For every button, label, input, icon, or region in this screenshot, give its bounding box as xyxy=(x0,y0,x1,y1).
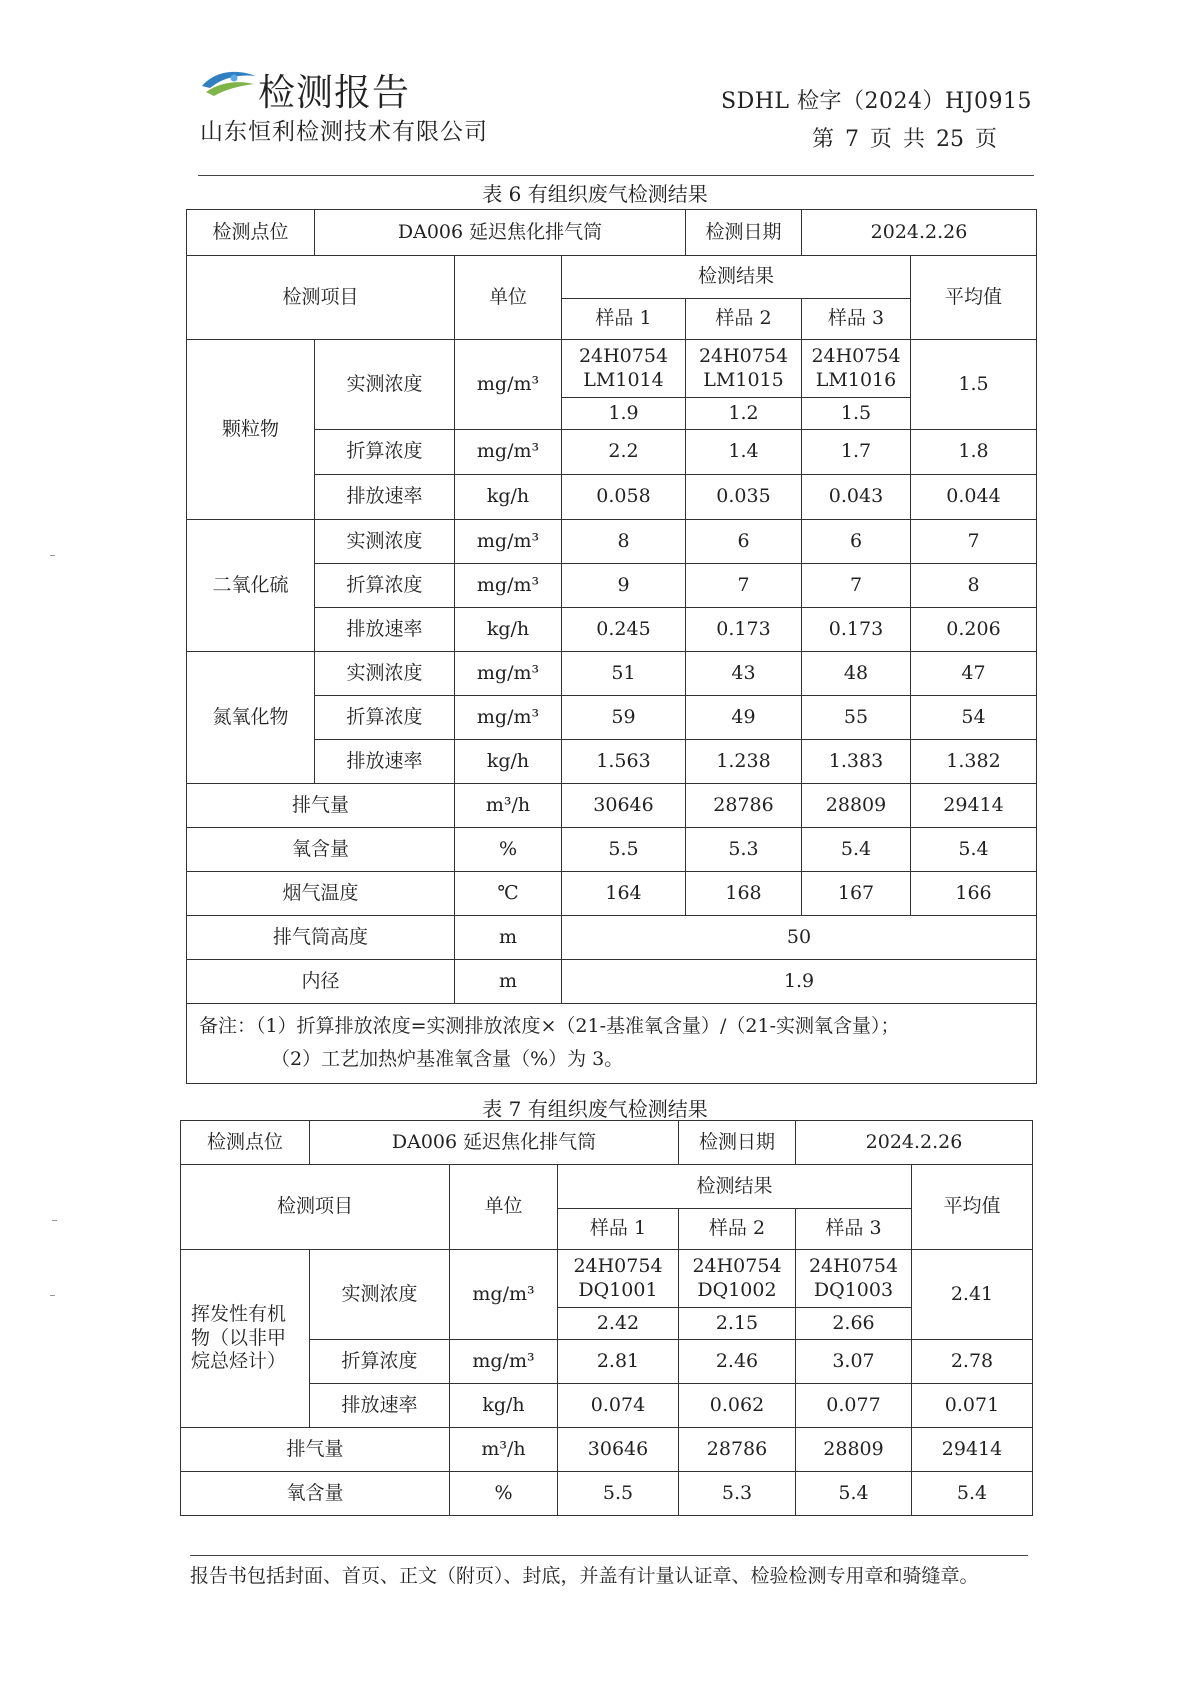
note-line: 备注：（1）折算排放浓度=实测排放浓度×（21-基准氧含量）/（21-实测氧含量）； xyxy=(199,1015,900,1037)
avg-cell: 29414 xyxy=(912,1428,1033,1472)
sample-header: 样品 3 xyxy=(796,1209,912,1250)
value-cell: 0.173 xyxy=(686,608,802,652)
unit-cell: mg/m³ xyxy=(450,1340,558,1384)
unit-cell: % xyxy=(450,1472,558,1516)
value-cell: 43 xyxy=(686,652,802,696)
item-label: 排放速率 xyxy=(310,1384,450,1428)
value-cell: 0.077 xyxy=(796,1384,912,1428)
value-cell: 8 xyxy=(562,520,686,564)
item-label: 折算浓度 xyxy=(315,430,455,475)
table-row xyxy=(187,784,1037,828)
sample-id-cell xyxy=(562,340,686,398)
value-cell: 5.4 xyxy=(796,1472,912,1516)
item-label: 氧含量 xyxy=(181,1472,450,1516)
notes-cell xyxy=(187,1004,1037,1084)
value-cell: 3.07 xyxy=(796,1340,912,1384)
company-name: 山东恒利检测技术有限公司 xyxy=(200,119,488,145)
value-cell: 5.3 xyxy=(686,828,802,872)
value-cell: 2.42 xyxy=(558,1308,679,1340)
value-cell: 49 xyxy=(686,696,802,740)
sample-id-cell xyxy=(679,1250,796,1308)
sample-id-line: 24H0754 xyxy=(573,1254,663,1277)
value-cell: 59 xyxy=(562,696,686,740)
value-cell: 1.238 xyxy=(686,740,802,784)
point-label: 检测点位 xyxy=(181,1121,310,1165)
sample-id-line: LM1014 xyxy=(583,368,664,391)
value-cell: 55 xyxy=(802,696,911,740)
value-cell: 30646 xyxy=(562,784,686,828)
avg-cell: 8 xyxy=(911,564,1037,608)
value-cell: 0.074 xyxy=(558,1384,679,1428)
item-label: 氧含量 xyxy=(187,828,455,872)
value-cell: 2.15 xyxy=(679,1308,796,1340)
table6-meta-row xyxy=(187,210,1037,256)
table-row xyxy=(187,696,1037,740)
group-name-line: 烷总烃计） xyxy=(191,1350,287,1373)
sample-id-line: DQ1002 xyxy=(697,1278,777,1301)
avg-cell: 5.4 xyxy=(911,828,1037,872)
footer-divider xyxy=(190,1555,1028,1556)
scan-mark xyxy=(52,1220,57,1221)
unit-cell: kg/h xyxy=(450,1384,558,1428)
sample-id-cell xyxy=(796,1250,912,1308)
table-row xyxy=(181,1472,1033,1516)
col-item-header: 检测项目 xyxy=(181,1165,450,1250)
value-cell: 28786 xyxy=(686,784,802,828)
merged-value-cell: 50 xyxy=(562,916,1037,960)
report-number: SDHL 检字（2024）HJ0915 xyxy=(721,89,1032,114)
item-label: 折算浓度 xyxy=(315,564,455,608)
unit-cell: % xyxy=(455,828,562,872)
value-cell: 168 xyxy=(686,872,802,916)
value-cell: 5.4 xyxy=(802,828,911,872)
unit-cell: mg/m³ xyxy=(455,564,562,608)
group-name-line: 挥发性有机 xyxy=(191,1302,287,1325)
col-unit-header: 单位 xyxy=(450,1165,558,1250)
avg-cell: 1.382 xyxy=(911,740,1037,784)
unit-cell: mg/m³ xyxy=(455,340,562,430)
avg-cell: 0.206 xyxy=(911,608,1037,652)
item-label: 排放速率 xyxy=(315,475,455,520)
footer-note: 报告书包括封面、首页、正文（附页）、封底，并盖有计量认证章、检验检测专用章和骑缝章。 xyxy=(190,1565,979,1587)
sample-id-line: DQ1001 xyxy=(578,1278,658,1301)
point-value: DA006 延迟焦化排气筒 xyxy=(315,210,686,256)
sample-id-line: DQ1003 xyxy=(813,1278,894,1301)
value-cell: 7 xyxy=(802,564,911,608)
value-cell: 51 xyxy=(562,652,686,696)
value-cell: 0.062 xyxy=(679,1384,796,1428)
item-label: 排气量 xyxy=(187,784,455,828)
table-row xyxy=(187,916,1037,960)
item-label: 排气筒高度 xyxy=(187,916,455,960)
sample-id-cell xyxy=(558,1250,679,1308)
unit-cell: mg/m³ xyxy=(450,1250,558,1340)
value-cell: 5.5 xyxy=(562,828,686,872)
avg-cell: 54 xyxy=(911,696,1037,740)
unit-cell: mg/m³ xyxy=(455,652,562,696)
item-label: 排放速率 xyxy=(315,608,455,652)
sample-id-cell xyxy=(686,340,802,398)
unit-cell: m³/h xyxy=(450,1428,558,1472)
table-row xyxy=(187,960,1037,1004)
value-cell: 30646 xyxy=(558,1428,679,1472)
value-cell: 0.035 xyxy=(686,475,802,520)
sample-header: 样品 2 xyxy=(679,1209,796,1250)
unit-cell: kg/h xyxy=(455,608,562,652)
table6 xyxy=(186,209,1037,1084)
value-cell: 2.66 xyxy=(796,1308,912,1340)
value-cell: 1.4 xyxy=(686,430,802,475)
table-row xyxy=(187,340,1037,398)
avg-cell: 29414 xyxy=(911,784,1037,828)
value-cell: 48 xyxy=(802,652,911,696)
avg-cell: 5.4 xyxy=(912,1472,1033,1516)
item-label: 排放速率 xyxy=(315,740,455,784)
sample-header: 样品 3 xyxy=(802,299,911,340)
table-row xyxy=(187,564,1037,608)
unit-cell: mg/m³ xyxy=(455,696,562,740)
sample-id-line: 24H0754 xyxy=(811,344,901,367)
sample-id-line: LM1015 xyxy=(703,368,784,391)
sample-header: 样品 2 xyxy=(686,299,802,340)
group-name: 颗粒物 xyxy=(187,340,315,520)
report-title: 检测报告 xyxy=(258,71,410,114)
date-label: 检测日期 xyxy=(686,210,802,256)
unit-cell: mg/m³ xyxy=(455,430,562,475)
value-cell: 164 xyxy=(562,872,686,916)
value-cell: 6 xyxy=(686,520,802,564)
value-cell: 28809 xyxy=(796,1428,912,1472)
company-logo xyxy=(200,64,258,100)
item-label: 烟气温度 xyxy=(187,872,455,916)
avg-cell: 2.78 xyxy=(912,1340,1033,1384)
table-row xyxy=(187,430,1037,475)
item-label: 折算浓度 xyxy=(310,1340,450,1384)
point-value: DA006 延迟焦化排气筒 xyxy=(310,1121,679,1165)
table-row xyxy=(187,872,1037,916)
table-row xyxy=(187,475,1037,520)
avg-cell: 2.41 xyxy=(912,1250,1033,1340)
value-cell: 1.563 xyxy=(562,740,686,784)
col-results-header: 检测结果 xyxy=(562,256,911,299)
scan-mark xyxy=(50,1295,55,1296)
value-cell: 0.058 xyxy=(562,475,686,520)
note-line: （2）工艺加热炉基准氧含量（%）为 3。 xyxy=(271,1048,624,1071)
col-results-header: 检测结果 xyxy=(558,1165,912,1209)
group-name: 氮氧化物 xyxy=(187,652,315,784)
value-cell: 1.383 xyxy=(802,740,911,784)
sample-id-cell xyxy=(802,340,911,398)
avg-cell: 166 xyxy=(911,872,1037,916)
table7-caption: 表 7 有组织废气检测结果 xyxy=(482,1097,708,1121)
value-cell: 7 xyxy=(686,564,802,608)
value-cell: 1.5 xyxy=(802,398,911,430)
table-row xyxy=(181,1428,1033,1472)
table6-notes-row xyxy=(187,1004,1037,1084)
value-cell: 2.2 xyxy=(562,430,686,475)
sample-id-line: 24H0754 xyxy=(578,344,669,367)
value-cell: 1.9 xyxy=(562,398,686,430)
table6-header-row xyxy=(187,256,1037,299)
unit-cell: kg/h xyxy=(455,740,562,784)
value-cell: 0.245 xyxy=(562,608,686,652)
sample-id-line: 24H0754 xyxy=(698,344,789,367)
item-label: 实测浓度 xyxy=(310,1250,450,1340)
group-name-line: 物（以非甲 xyxy=(191,1326,287,1349)
table-row xyxy=(181,1250,1033,1308)
avg-cell: 0.071 xyxy=(912,1384,1033,1428)
value-cell: 28786 xyxy=(679,1428,796,1472)
sample-id-line: LM1016 xyxy=(815,368,897,391)
sample-id-line: 24H0754 xyxy=(808,1254,899,1277)
avg-cell: 0.044 xyxy=(911,475,1037,520)
date-value: 2024.2.26 xyxy=(802,210,1037,256)
value-cell: 5.5 xyxy=(558,1472,679,1516)
unit-cell: mg/m³ xyxy=(455,520,562,564)
unit-cell: ℃ xyxy=(455,872,562,916)
date-label: 检测日期 xyxy=(679,1121,796,1165)
item-label: 实测浓度 xyxy=(315,652,455,696)
value-cell: 2.46 xyxy=(679,1340,796,1384)
table-row xyxy=(187,828,1037,872)
header-divider xyxy=(198,175,1034,176)
value-cell: 9 xyxy=(562,564,686,608)
table7 xyxy=(180,1120,1033,1516)
avg-cell: 47 xyxy=(911,652,1037,696)
group-name xyxy=(181,1250,310,1428)
item-label: 排气量 xyxy=(181,1428,450,1472)
table7-header-row xyxy=(181,1165,1033,1209)
point-label: 检测点位 xyxy=(187,210,315,256)
value-cell: 28809 xyxy=(802,784,911,828)
value-cell: 167 xyxy=(802,872,911,916)
scan-mark xyxy=(50,555,55,556)
table-row xyxy=(187,740,1037,784)
col-item-header: 检测项目 xyxy=(187,256,455,340)
value-cell: 0.043 xyxy=(802,475,911,520)
unit-cell: kg/h xyxy=(455,475,562,520)
avg-cell: 1.8 xyxy=(911,430,1037,475)
item-label: 实测浓度 xyxy=(315,340,455,430)
item-label: 折算浓度 xyxy=(315,696,455,740)
unit-cell: m xyxy=(455,960,562,1004)
date-value: 2024.2.26 xyxy=(796,1121,1033,1165)
value-cell: 6 xyxy=(802,520,911,564)
group-name: 二氧化硫 xyxy=(187,520,315,652)
sample-header: 样品 1 xyxy=(558,1209,679,1250)
value-cell: 1.7 xyxy=(802,430,911,475)
col-avg-header: 平均值 xyxy=(912,1165,1033,1250)
table7-meta-row xyxy=(181,1121,1033,1165)
avg-cell: 7 xyxy=(911,520,1037,564)
unit-cell: m xyxy=(455,916,562,960)
table-row xyxy=(187,652,1037,696)
sample-id-line: 24H0754 xyxy=(692,1254,782,1277)
col-avg-header: 平均值 xyxy=(911,256,1037,340)
table-row xyxy=(187,520,1037,564)
avg-cell: 1.5 xyxy=(911,340,1037,430)
table6-caption: 表 6 有组织废气检测结果 xyxy=(482,182,708,206)
item-label: 实测浓度 xyxy=(315,520,455,564)
unit-cell: m³/h xyxy=(455,784,562,828)
value-cell: 1.2 xyxy=(686,398,802,430)
sample-header: 样品 1 xyxy=(562,299,686,340)
merged-value-cell: 1.9 xyxy=(562,960,1037,1004)
page-info: 第 7 页 共 25 页 xyxy=(812,127,997,152)
value-cell: 5.3 xyxy=(679,1472,796,1516)
value-cell: 0.173 xyxy=(802,608,911,652)
col-unit-header: 单位 xyxy=(455,256,562,340)
item-label: 内径 xyxy=(187,960,455,1004)
value-cell: 2.81 xyxy=(558,1340,679,1384)
table-row xyxy=(187,608,1037,652)
